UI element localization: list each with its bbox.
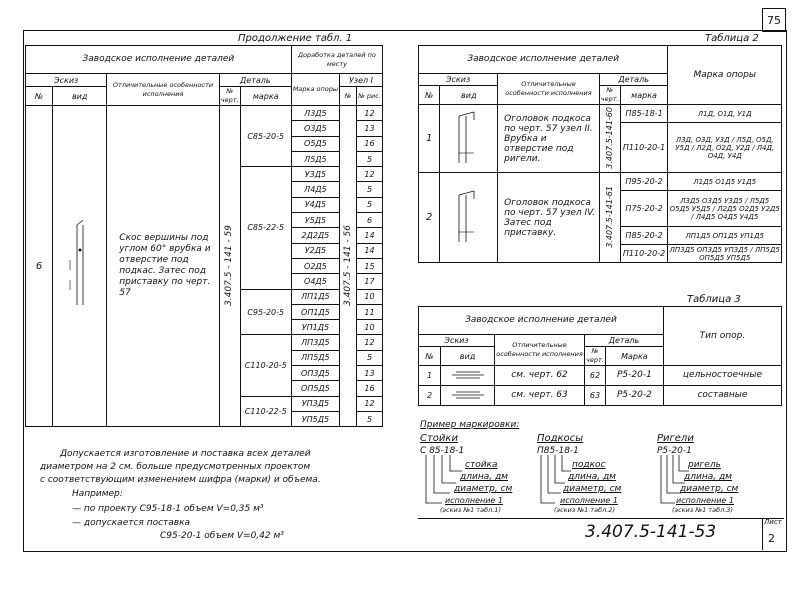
t2-support-marks: Л1Д, О1Д, У1Д [668, 105, 782, 123]
t2-support-marks: Л3Д, О3Д, У3Д / Л5Д, О5Д, У5Д / Л2Д, О2Д, У2Д / Л4Д, О4Д, У4Д [668, 123, 782, 173]
t2-row-no: 1 [419, 105, 440, 173]
t1-fig-no: 14 [357, 243, 383, 258]
crossbar-sketch [448, 368, 488, 382]
t3-row-mark: Р5-20-2 [605, 386, 663, 406]
t1-drawing-code [219, 106, 240, 427]
t3-caption: Таблица 3 [687, 294, 741, 305]
table-row [419, 105, 782, 123]
crossbars-l4: исполнение 1 [676, 496, 734, 505]
t1-hdr-support-mark: Марка опоры [291, 74, 339, 106]
braces-l5: (эскиз №1 табл.2) [554, 506, 615, 514]
t3-row-mark: Р5-20-1 [605, 366, 663, 386]
t2-sketch [440, 173, 498, 263]
t2-sketch [440, 105, 498, 173]
t1-support-mark: ОП5Д5 [291, 381, 339, 396]
t1-fig-no: 12 [357, 396, 383, 411]
braces-leader-lines [537, 455, 577, 505]
posts-title: Стойки [420, 433, 458, 444]
table-3 [418, 306, 782, 406]
table-1 [25, 45, 383, 427]
t2-row-text: Оголовок подкоса по черт. 57 узел IV. Затес под приставку. [498, 173, 600, 263]
t1-fig-no: 5 [357, 350, 383, 365]
t2-detail-mark: П95-20-2 [620, 173, 668, 191]
crossbars-l3: диаметр, см [680, 484, 739, 494]
t2-row-code-text: 3.407.5-141-61 [605, 185, 615, 248]
t2-detail-mark: П110-20-2 [620, 245, 668, 263]
t1-support-mark: О4Д5 [291, 274, 339, 289]
t1-fig-no: 5 [357, 151, 383, 166]
t3-row-type: цельностоечные [663, 366, 781, 386]
t1-support-mark: УП1Д5 [291, 320, 339, 335]
t3-hdr-mark: Марка [605, 347, 663, 366]
t1-support-mark: У2Д5 [291, 243, 339, 258]
t1-support-mark: Л4Д5 [291, 182, 339, 197]
t1-drawing-code-text: 3.407.5 - 141 - 59 [224, 224, 235, 306]
table-row [419, 386, 782, 406]
t2-support-marks: Л3Д5 О3Д5 У3Д5 / Л5Д5 О5Д5 У5Д5 / Л2Д5 О2Д5 У2Д5 / Л4Д5 О4Д5 У4Д5 [668, 191, 782, 227]
t1-body [26, 106, 383, 427]
t3-hdr-detail: Деталь [585, 335, 664, 347]
t1-hdr-detail: Деталь [219, 74, 291, 87]
t1-support-mark: Л5Д5 [291, 151, 339, 166]
t2-support-marks: ЛП3Д5 ОП3Д5 УП3Д5 / ЛП5Д5 ОП5Д5 УП5Д5 [669, 245, 780, 262]
t1-support-mark: О3Д5 [291, 121, 339, 136]
posts-l2: длина, дм [460, 472, 508, 482]
t2-row-code [599, 173, 620, 263]
t1-fig-no: 12 [357, 106, 383, 121]
t1-row-no: 6 [26, 106, 53, 427]
t1-fig-no: 10 [357, 289, 383, 304]
note-line-6: — допускается поставка [72, 518, 191, 528]
note-line-1: Допускается изготовление и поставка всех деталей [60, 449, 311, 459]
t1-fig-no: 14 [357, 228, 383, 243]
t2-hdr-sketch: Эскиз [419, 74, 498, 86]
t3-row-drawing: 63 [585, 386, 606, 406]
t3-row-text: см. черт. 62 [495, 366, 585, 386]
posts-code: С 85-18-1 [420, 446, 465, 456]
stamp-sheet-label: Лист [764, 518, 782, 526]
table-row [419, 366, 782, 386]
t2-hdr-mark: марка [620, 86, 668, 105]
t1-hdr-sketch: Эскиз [26, 74, 107, 87]
t1-fig-no: 12 [357, 167, 383, 182]
page-number: 75 [762, 8, 786, 32]
posts-l4: исполнение 1 [445, 496, 503, 505]
table-2 [418, 45, 782, 263]
t1-fig-no: 16 [357, 136, 383, 151]
t3-row-no: 1 [419, 366, 441, 386]
t1-support-mark: О5Д5 [291, 136, 339, 151]
t1-hdr-no: № [26, 87, 53, 106]
t1-detail-mark: С110-22-5 [240, 396, 291, 427]
crossbar-sketch [448, 388, 488, 402]
crossbars-code: Р5-20-1 [657, 446, 692, 456]
t1-support-mark: У3Д5 [291, 167, 339, 182]
t1-detail-mark: С85-20-5 [240, 106, 291, 167]
t2-detail-mark: П85-20-2 [620, 227, 668, 245]
crossbars-l1: ригель [688, 460, 721, 470]
t1-support-mark: ОП3Д5 [291, 366, 339, 381]
t2-caption: Таблица 2 [705, 33, 759, 44]
crossbars-l2: длина, дм [684, 472, 732, 482]
t1-fig-no: 6 [357, 213, 383, 228]
t1-fig-no: 5 [357, 197, 383, 212]
marking-title: Пример маркировки: [420, 420, 520, 430]
t3-hdr-view: вид [441, 347, 495, 366]
continuation-caption: Продолжение табл. 1 [238, 33, 353, 44]
posts-leader-lines [420, 455, 470, 505]
t2-detail-mark: П85-18-1 [620, 105, 668, 123]
note-line-7: С95-20-1 объем V=0,42 м³ [160, 531, 284, 541]
t1-detail-mark: С110-20-5 [240, 335, 291, 396]
table-row [419, 173, 782, 191]
t1-hdr-no-2: № [339, 87, 356, 106]
t1-hdr-view: вид [53, 87, 107, 106]
note-line-3: с соответствующим изменением шифра (марки) и объема. [40, 475, 321, 485]
brace-head-sketch [444, 108, 494, 168]
t1-support-mark: У4Д5 [291, 197, 339, 212]
t1-hdr-mark: марка [240, 87, 291, 106]
t3-sketch [441, 386, 495, 406]
t1-fig-no: 12 [357, 335, 383, 350]
t2-hdr-features: Отличительные особенности исполнения [498, 74, 600, 105]
t1-fig-no: 16 [357, 381, 383, 396]
t2-hdr-factory: Заводское исполнение деталей [419, 46, 668, 74]
t2-hdr-no: № [419, 86, 440, 105]
pole-top-sketch [60, 220, 100, 310]
t1-support-mark: О2Д5 [291, 258, 339, 273]
t2-support-marks: ЛП1Д5 ОП1Д5 УП1Д5 [668, 227, 782, 245]
t2-row-no: 2 [419, 173, 440, 263]
t3-row-no: 2 [419, 386, 441, 406]
braces-l4: исполнение 1 [560, 496, 618, 505]
t3-hdr-features: Отличительные особенности исполнения [495, 335, 585, 366]
t1-support-mark: ЛП3Д5 [291, 335, 339, 350]
t2-row-text: Оголовок подкоса по черт. 57 узел II. Врубка и отверстие под ригели. [498, 105, 600, 173]
t1-fig-no: 11 [357, 304, 383, 319]
table-row [26, 106, 383, 121]
braces-code: П85-18-1 [537, 446, 579, 456]
t1-node-code-text: 3.407.5 - 141 - 56 [342, 224, 353, 306]
t1-fig-no: 5 [357, 411, 383, 426]
t1-hdr-factory: Заводское исполнение деталей [26, 46, 292, 74]
t3-hdr-factory: Заводское исполнение деталей [419, 307, 664, 335]
crossbars-leader-lines [657, 455, 697, 505]
posts-l3: диаметр, см [454, 484, 513, 494]
posts-l1: стойка [465, 460, 498, 470]
t1-fig-no: 13 [357, 366, 383, 381]
t2-hdr-support: Марка опоры [668, 46, 782, 105]
t2-hdr-detail: Деталь [599, 74, 668, 86]
t3-row-type: составные [663, 386, 781, 406]
t3-hdr-sketch: Эскиз [419, 335, 495, 347]
t3-body [419, 366, 782, 406]
t1-fig-no: 15 [357, 258, 383, 273]
note-line-2: диаметром на 2 см. больше предусмотренных проектом [40, 462, 311, 472]
t1-hdr-rework: Доработка деталей по месту [291, 46, 382, 74]
t3-hdr-drawing-no: № черт. [586, 347, 604, 364]
brace-head-sketch [444, 187, 494, 247]
t1-hdr-features: Отличительные особенности исполнения [107, 74, 219, 106]
t1-support-mark: УП3Д5 [291, 396, 339, 411]
t2-row-code [599, 105, 620, 173]
stamp-code: 3.407.5-141-53 [585, 522, 717, 542]
t2-hdr-view: вид [440, 86, 498, 105]
t1-feature-text: Скос вершины под углом 60° врубка и отверстие под подкас. Затес под приставку по черт. 57 [107, 106, 219, 427]
t1-detail-mark: С85-22-5 [240, 167, 291, 289]
t3-hdr-type: Тип опор. [663, 307, 781, 366]
t1-hdr-drawing-no: № черт. [220, 87, 239, 104]
t3-row-text: см. черт. 63 [495, 386, 585, 406]
t2-detail-mark: П110-20-1 [620, 123, 668, 173]
t1-fig-no: 5 [357, 182, 383, 197]
t1-hdr-fig-no: № рис. [357, 87, 383, 106]
t2-row-code-text: 3.407.5-141-60 [605, 106, 615, 169]
t1-node-code [339, 106, 356, 427]
note-line-4: Например: [72, 489, 123, 499]
t2-body [419, 105, 782, 263]
crossbars-l5: (эскиз №1 табл.3) [672, 506, 733, 514]
braces-l1: подкос [572, 460, 606, 470]
t1-support-mark: У5Д5 [291, 213, 339, 228]
t2-detail-mark: П75-20-2 [620, 191, 668, 227]
t3-row-drawing: 62 [585, 366, 606, 386]
braces-l3: диаметр, см [563, 484, 622, 494]
t1-sketch [53, 106, 107, 427]
t3-hdr-no: № [419, 347, 441, 366]
t1-support-mark: УП5Д5 [291, 411, 339, 426]
t1-support-mark: Л3Д5 [291, 106, 339, 121]
crossbars-title: Ригели [657, 433, 694, 444]
t2-hdr-drawing-no: № черт. [600, 86, 619, 103]
t1-detail-mark: С95-20-5 [240, 289, 291, 335]
t2-support-marks: Л1Д5 О1Д5 У1Д5 [668, 173, 782, 191]
t1-fig-no: 10 [357, 320, 383, 335]
note-line-5: — по проекту С95-18-1 объем V=0,35 м³ [72, 504, 264, 514]
t1-support-mark: 2Д2Д5 [291, 228, 339, 243]
t1-fig-no: 17 [357, 274, 383, 289]
t1-support-mark: ОП1Д5 [291, 304, 339, 319]
posts-l5: (эскиз №1 табл.1) [440, 506, 501, 514]
t3-sketch [441, 366, 495, 386]
t1-support-mark: ЛП5Д5 [291, 350, 339, 365]
t1-hdr-node: Узел I [339, 74, 382, 87]
braces-l2: длина, дм [568, 472, 616, 482]
stamp-sheet-number: 2 [768, 532, 775, 545]
braces-title: Подкосы [537, 433, 584, 444]
t1-support-mark: ЛП1Д5 [291, 289, 339, 304]
t1-fig-no: 13 [357, 121, 383, 136]
